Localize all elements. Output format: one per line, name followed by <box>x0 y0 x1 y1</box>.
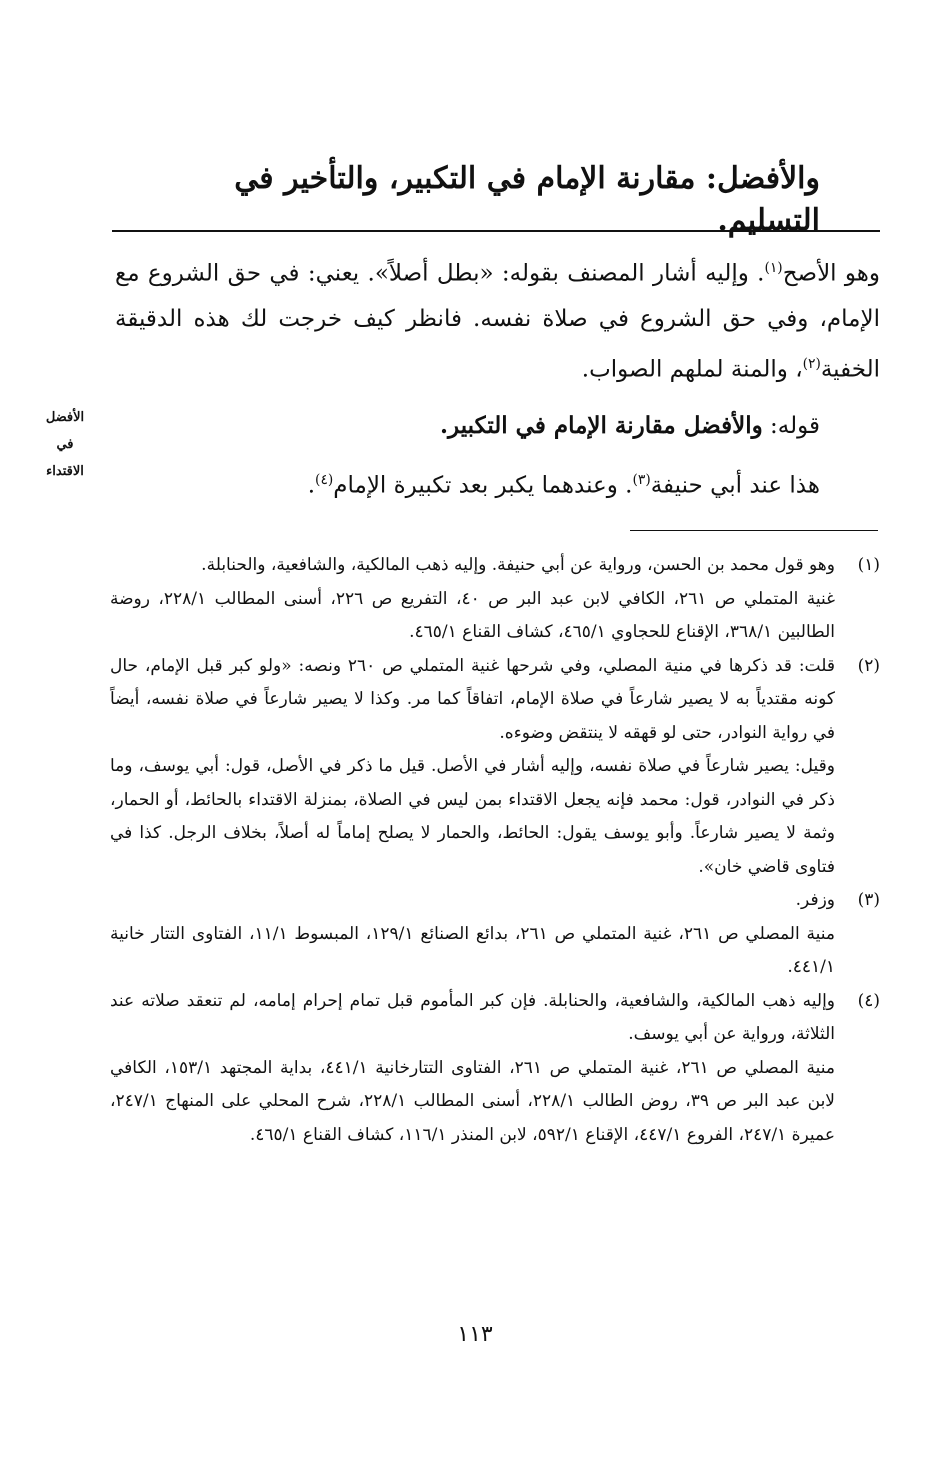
footnote-text: وزفر. <box>795 890 835 910</box>
footnote-number: (٤) <box>857 990 880 1011</box>
footnote-number: (٢) <box>857 655 880 676</box>
footnote-text: قلت: قد ذكرها في منية المصلي، وفي شرحها غنية المتملي ص ٢٦٠ ونصه: «ولو كبر قبل الإمام، حال كونه مقتدياً به لا يصير شارعاً في صلاة الإمام، اتفاقاً كما مر. وكذا لا يصير شارعاً في صلاة نفسه، أيضاً في رواية النوادر، حتى لو قهقه لا ينتقض وضوءه. <box>110 655 835 743</box>
paragraph-text: . <box>307 472 316 499</box>
footnotes-divider <box>630 530 878 531</box>
heading-divider <box>112 230 880 232</box>
quote-prefix: قوله: <box>762 413 820 439</box>
commentary-paragraph <box>115 246 880 392</box>
footnote-text: وإليه ذهب المالكية، والشافعية، والحنابلة. فإن كبر المأموم قبل تمام إحرام إمامه، لم تنعقد صلاته عند الثلاثة، ورواية عن أبي يوسف. <box>110 990 835 1044</box>
footnote <box>110 549 880 650</box>
footnote-ref[interactable]: (٣) <box>632 472 651 488</box>
matn-heading: والأفضل: مقارنة الإمام في التكبير، والتأخير في التسليم. <box>234 161 820 238</box>
quote-text: والأفضل مقارنة الإمام في التكبير. <box>440 412 763 439</box>
commentary-line <box>115 458 820 509</box>
paragraph-text: ، والمنة لملهم الصواب. <box>581 356 803 383</box>
paragraph-text: . وإليه أشار المصنف بقوله: «بطل أصلاً». يعني: في حق الشروع مع الإمام، وفي حق الشروع في صلاة نفسه. فانظر كيف خرجت لك هذه الدقيقة الخفية <box>115 260 880 383</box>
footnote-ref[interactable]: (٢) <box>802 355 821 372</box>
footnote-number: (١) <box>857 555 880 575</box>
footnote-text: وهو قول محمد بن الحسن، ورواية عن أبي حنيفة. وإليه ذهب المالكية، والشافعية، والحنابلة. <box>201 555 835 575</box>
footnote-ref[interactable]: (١) <box>764 260 783 276</box>
footnote-references: منية المصلي ص ٢٦١، غنية المتملي ص ٢٦١، الفتاوى التتارخانية ٤٤١/١، بداية المجتهد ١٥٣/١، الكافي لابن عبد البر ص ٣٩، روض الطالب ٢٢٨/١، أسنى المطالب ٢٢٨/١، شرح المحلي على المنهاج ٢٤٧/١، عميرة ٢٤٧/١، الفروع ٤٤٧/١، الإقناع ٥٩٢/١، لابن المنذر ١١٦/١، كشاف القناع ٤٦٥/١. <box>110 1057 836 1145</box>
footnote-number: (٣) <box>857 890 880 910</box>
paragraph-text: . وعندهما يكبر بعد تكبيرة الإمام <box>333 472 633 499</box>
margin-note-line: الأفضل <box>45 410 85 425</box>
footnote-references: وقيل: يصير شارعاً في صلاة نفسه، وإليه أشار في الأصل. قيل ما ذكر في الأصل، قول: أبي يوسف، وما ذكر في النوادر، قول: محمد فإنه يجعل الاقتداء بمن ليس في الصلاة، بمنزلة الاقتداء بالحائط، أو الحمار، وثمة لا يصير شارعاً. وأبو يوسف يقول: الحائط، والحمار لا يصلح إماماً له أصلاً، بخلاف الرجل. كذا في فتاوى قاضي خان». <box>110 756 835 877</box>
margin-note-line: في <box>56 437 74 452</box>
footnote-references: منية المصلي ص ٢٦١، غنية المتملي ص ٢٦١، بدائع الصنائع ١٢٩/١، المبسوط ١١/١، الفتاوى التتار خانية ٤٤١/١. <box>110 923 836 977</box>
footnote <box>110 985 880 1153</box>
footnote <box>110 884 880 985</box>
footnote-ref[interactable]: (٤) <box>315 472 334 488</box>
footnote <box>110 650 880 885</box>
quoted-matn-line <box>115 403 820 449</box>
margin-note-line: الاقتداء <box>46 464 84 479</box>
paragraph-text: هذا عند أبي حنيفة <box>650 472 820 499</box>
margin-note <box>30 404 100 485</box>
page-number: ١١٣ <box>457 1322 493 1347</box>
footnote-references: غنية المتملي ص ٢٦١، الكافي لابن عبد البر ص ٤٠، التفريع ص ٢٢٦، أسنى المطالب ٢٢٨/١، روضة الطالبين ٣٦٨/١، الإقناع للحجاوي ٤٦٥/١، كشاف القناع ٤٦٥/١. <box>110 588 836 642</box>
paragraph-text: وهو الأصح <box>782 260 881 287</box>
footnotes <box>110 549 880 1152</box>
